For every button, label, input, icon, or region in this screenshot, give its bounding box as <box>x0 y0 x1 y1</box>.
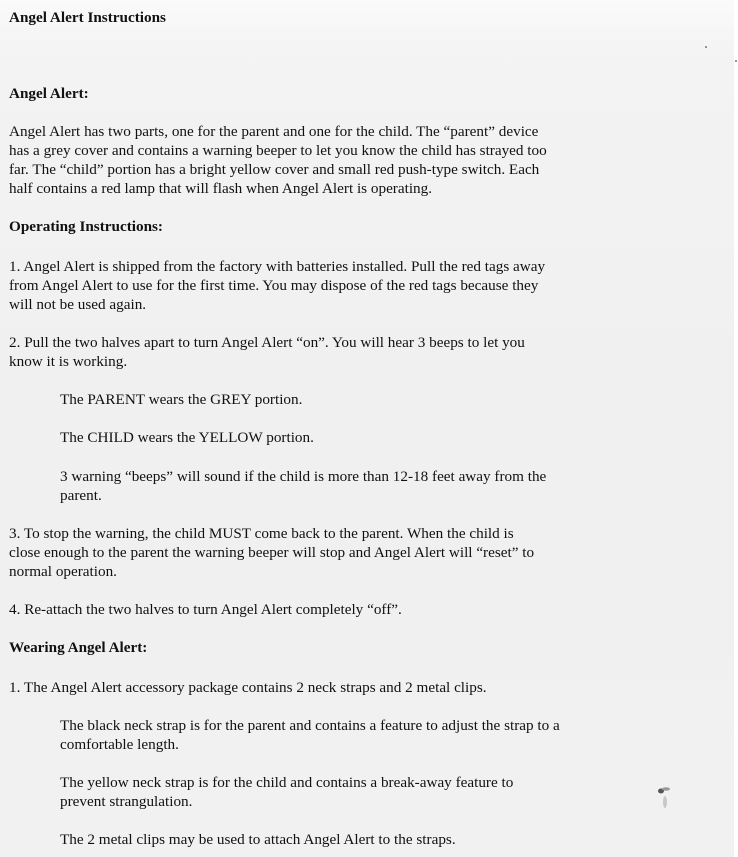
paragraph-line: 3 warning “beeps” will sound if the child is more than 12-18 feet away from the <box>60 468 547 485</box>
paragraph-line: The black neck strap is for the parent and contains a feature to adjust the strap to a <box>60 717 560 734</box>
paragraph-line: 3. To stop the warning, the child MUST come back to the parent. When the child is <box>9 525 514 542</box>
paragraph-line: half contains a red lamp that will flash when Angel Alert is operating. <box>9 180 433 197</box>
note-child-yellow: The CHILD wears the YELLOW portion. <box>60 429 314 446</box>
wearing-step-1: 1. The Angel Alert accessory package contains 2 neck straps and 2 metal clips. <box>9 679 487 696</box>
scan-smudge <box>656 785 672 813</box>
scan-speck <box>735 60 737 62</box>
paragraph-line: comfortable length. <box>60 736 179 753</box>
paragraph-line: has a grey cover and contains a warning beeper to let you know the child has strayed too <box>9 142 547 159</box>
operating-step-4: 4. Re-attach the two halves to turn Angel Alert completely “off”. <box>9 601 402 618</box>
paragraph-line: parent. <box>60 487 102 504</box>
paragraph-line: Angel Alert has two parts, one for the parent and one for the child. The “parent” device <box>9 123 539 140</box>
scan-speck <box>705 46 707 48</box>
paragraph-line: 2. Pull the two halves apart to turn Angel Alert “on”. You will hear 3 beeps to let you <box>9 334 525 351</box>
paragraph-line: prevent strangulation. <box>60 793 193 810</box>
section-heading-wearing-angel-alert: Wearing Angel Alert: <box>9 639 148 656</box>
note-parent-grey: The PARENT wears the GREY portion. <box>60 391 303 408</box>
section-heading-operating-instructions: Operating Instructions: <box>9 218 163 235</box>
paragraph-line: close enough to the parent the warning beeper will stop and Angel Alert will “reset” to <box>9 544 535 561</box>
paragraph-line: from Angel Alert to use for the first time. You may dispose of the red tags because they <box>9 277 539 294</box>
paragraph-line: far. The “child” portion has a bright yellow cover and small red push-type switch. Each <box>9 161 540 178</box>
paragraph-line: will not be used again. <box>9 296 147 313</box>
section-heading-angel-alert: Angel Alert: <box>9 85 89 102</box>
paragraph-line: The yellow neck strap is for the child and contains a break-away feature to <box>60 774 514 791</box>
page-edge <box>734 0 738 857</box>
paragraph-line: 1. Angel Alert is shipped from the factory with batteries installed. Pull the red tags away <box>9 258 546 275</box>
paragraph-line: know it is working. <box>9 353 128 370</box>
paragraph-line: normal operation. <box>9 563 117 580</box>
note-metal-clips: The 2 metal clips may be used to attach Angel Alert to the straps. <box>60 831 456 848</box>
document-title: Angel Alert Instructions <box>9 9 166 26</box>
